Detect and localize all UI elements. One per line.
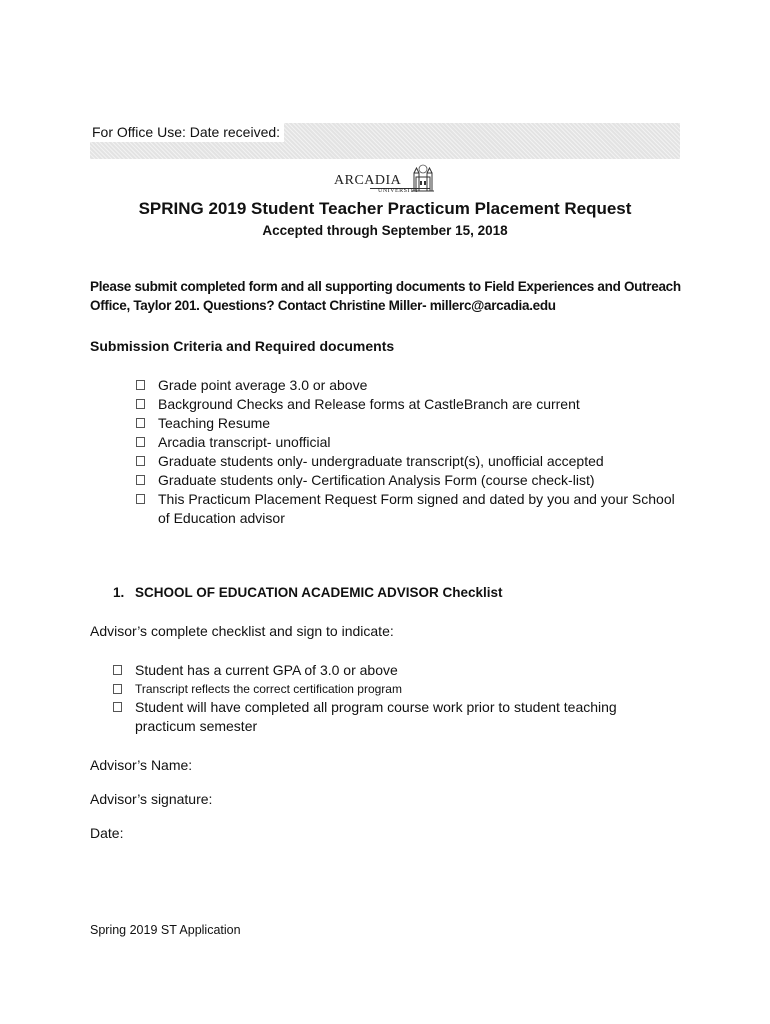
page-title: SPRING 2019 Student Teacher Practicum Placement Request [138,199,632,218]
criteria-item-label: Graduate students only- undergraduate transcript(s), unofficial accepted [158,453,604,469]
advisor-signature-field[interactable]: Advisor’s signature: [90,791,213,807]
logo-subtitle: UNIVERSITY [378,188,419,194]
criteria-item-label: Background Checks and Release forms at CastleBranch are current [158,396,580,412]
criteria-item [136,414,676,433]
criteria-item [136,376,676,395]
criteria-item [136,452,676,471]
advisor-checklist [113,661,673,736]
advisor-item [113,661,673,680]
criteria-heading: Submission Criteria and Required documents [90,338,395,354]
advisor-item-label: Student has a current GPA of 3.0 or above [135,662,398,678]
checkbox[interactable] [113,702,122,712]
criteria-item-label: Graduate students only- Certification Analysis Form (course check-list) [158,472,595,488]
advisor-item [113,698,673,736]
advisor-item-label: Student will have completed all program course work prior to student teaching practicum semester [135,699,617,734]
criteria-item-label: This Practicum Placement Request Form signed and dated by you and your School of Education advisor [158,491,675,526]
criteria-item [136,395,676,414]
checkbox[interactable] [113,684,122,694]
arcadia-university-logo [334,163,436,197]
checkbox[interactable] [136,380,145,390]
checkbox[interactable] [113,665,122,675]
criteria-item-label: Arcadia transcript- unofficial [158,434,331,450]
criteria-item [136,471,676,490]
submission-instructions: Please submit completed form and all supporting documents to Field Experiences and Outreach Office, Taylor 201. Questions? Contact Christine Miller- millerc@arcadia.edu [90,279,681,313]
checkbox[interactable] [136,475,145,485]
date-field[interactable]: Date: [90,825,124,841]
office-use-bar [90,123,680,159]
advisor-intro: Advisor’s complete checklist and sign to indicate: [90,623,394,639]
checkbox[interactable] [136,399,145,409]
page-footer: Spring 2019 ST Application [90,923,241,937]
advisor-item-label: Transcript reflects the correct certification program [135,682,402,696]
section-number: 1. [113,585,125,600]
deadline-subtitle: Accepted through September 15, 2018 [262,223,508,238]
checkbox[interactable] [136,418,145,428]
advisor-item [113,680,673,698]
advisor-section-heading [113,585,503,600]
checkbox[interactable] [136,437,145,447]
criteria-item-label: Grade point average 3.0 or above [158,377,368,393]
criteria-checklist [136,376,676,528]
office-use-label: For Office Use: Date received: [90,123,284,142]
advisor-name-field[interactable]: Advisor’s Name: [90,757,193,773]
logo-wordmark: ARCADIA [334,173,402,188]
criteria-item-label: Teaching Resume [158,415,271,431]
criteria-item [136,433,676,452]
checkbox[interactable] [136,494,145,504]
castle-tree-icon [410,163,436,195]
advisor-section-title: SCHOOL OF EDUCATION ACADEMIC ADVISOR Checklist [135,585,503,600]
checkbox[interactable] [136,456,145,466]
criteria-item [136,490,676,528]
